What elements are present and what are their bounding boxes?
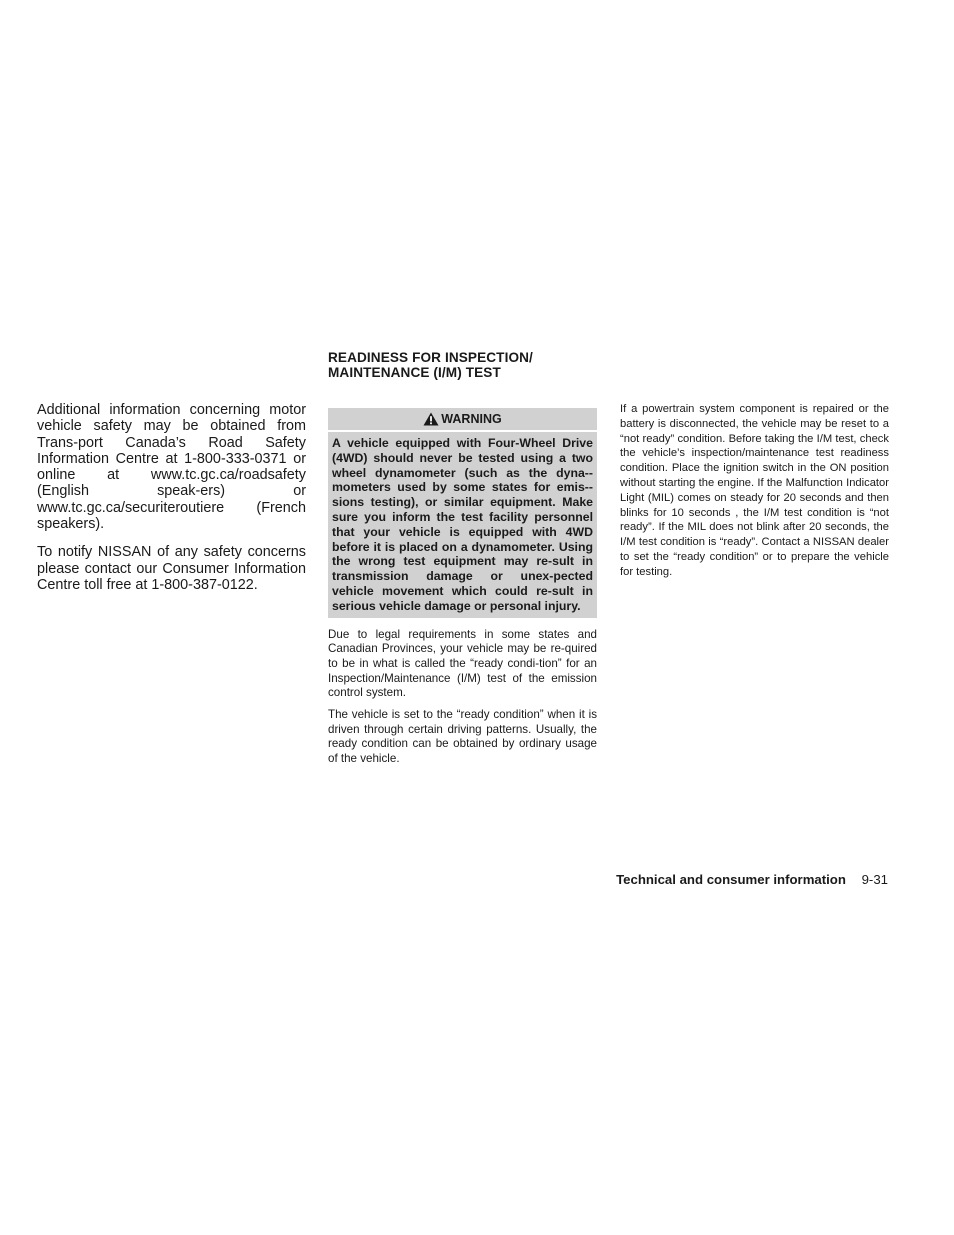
warning-triangle-icon [423, 412, 439, 426]
footer-section-name: Technical and consumer information [616, 872, 846, 887]
middle-column [328, 350, 597, 774]
warning-box [328, 408, 597, 618]
page-footer [616, 872, 888, 887]
warning-header [328, 408, 597, 432]
powertrain-paragraph: If a powertrain system component is repaired or the battery is disconnected, the vehicle may be reset to a “not ready” condition. Before taking the I/M test, check the vehicle’s inspection/maintenance test readiness condition. Place the ignition switch in the ON position without starting the engine. If the Malfunction Indicator Light (MIL) comes on steady for 20 seconds and then blinks for 10 seconds , the I/M test condition is “not ready”. If the MIL does not blink after 20 seconds, the I/M test condition is “ready”. Contact a NISSAN dealer to set the “ready condition” or to prepare the vehicle for testing. [620, 403, 889, 578]
left-column [37, 402, 306, 605]
heading-line-2: MAINTENANCE (I/M) TEST [328, 365, 501, 380]
info-paragraph: Additional information concerning motor vehicle safety may be obtained from Trans-port Canada’s Road Safety Information Centre at 1-800-333-0371 or online at www.tc.gc.ca/roadsafety (English speak-ers) or www.tc.gc.ca/securiteroutiere (French speakers). [37, 402, 306, 533]
page-number: 9-31 [861, 872, 888, 887]
notify-paragraph: To notify NISSAN of any safety concerns please contact our Consumer Information Centre toll free at 1-800-387-0122. [37, 544, 306, 593]
warning-body: A vehicle equipped with Four-Wheel Drive (4WD) should never be tested using a two wheel dynamometer (such as the dyna-mometers used by some states for emis-sions testing), or similar equipment. Make sure you inform the test facility personnel that your vehicle is equipped with 4WD before it is placed on a dynamometer. Using the wrong test equipment may re-sult in transmission damage or unex-pected vehicle movement which could re-sult in serious vehicle damage or personal injury. [332, 436, 593, 613]
legal-requirements-paragraph: Due to legal requirements in some states and Canadian Provinces, your vehicle may be re-quired to be in what is called the “ready condi-tion” for an Inspection/Maintenance (I/M) test of the emission control system. [328, 627, 597, 700]
heading-line-1: READINESS FOR INSPECTION/ [328, 350, 533, 365]
warning-title: WARNING [441, 412, 502, 426]
ready-condition-paragraph: The vehicle is set to the “ready condition” when it is driven through certain driving patterns. Usually, the ready condition can be obtained by ordinary usage of the vehicle. [328, 708, 597, 766]
right-column [620, 402, 889, 580]
section-heading [328, 350, 597, 380]
